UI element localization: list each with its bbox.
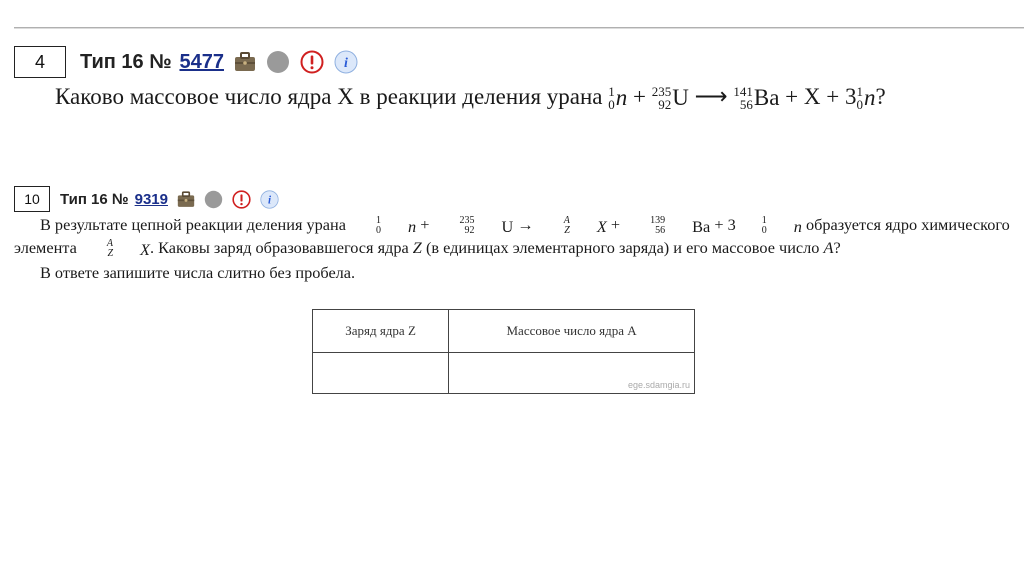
question-paragraph: В результате цепной реакции деления урана 1 0 n + 235 92 U → A Z X + 139 56 Ba + 3 1 0 n образуется ядро химического элемента A Z X . Каковы заряд образовавшегося ядра Z (в единицах элементарного заряда) и его массовое число A? [14, 215, 1010, 260]
answer-cell-mass[interactable] [449, 353, 695, 394]
barium-symbol: 141 56 Ba [733, 83, 780, 112]
problem-type-label: Тип 16 № [60, 190, 129, 208]
x-symbol-element: A Z X [106, 238, 150, 260]
table-answer-row [313, 353, 695, 394]
svg-text:i: i [344, 56, 348, 71]
briefcase-icon[interactable] [177, 191, 195, 208]
problem-header-1 [14, 46, 358, 78]
problem-10-question [14, 214, 1014, 283]
top-divider-shadow [14, 28, 1024, 29]
barium-symbol: 139 56 Ba [650, 215, 711, 237]
neutron-symbol-product: 1 0 n [856, 83, 876, 112]
info-icon[interactable] [334, 50, 358, 74]
problem-number: 10 [24, 191, 40, 207]
problem-number: 4 [34, 51, 45, 72]
problem-id-link[interactable]: 9319 [134, 190, 168, 208]
info-icon[interactable] [260, 190, 279, 209]
uranium-symbol: 235 92 U [459, 215, 514, 237]
exclamation-icon[interactable] [300, 50, 324, 74]
neutron-symbol: 1 0 n [608, 83, 628, 112]
header-mass: Массовое число ядра A [449, 310, 695, 353]
answer-table [312, 309, 695, 394]
answer-cell-charge[interactable] [313, 353, 449, 394]
neutron-symbol-product: 1 0 n [761, 215, 802, 237]
instruction-text: В ответе запишите числа слитно без пробела. [40, 262, 356, 282]
svg-text:i: i [267, 193, 272, 206]
problem-header-2 [14, 186, 279, 212]
problem-number-box [14, 46, 66, 78]
briefcase-icon[interactable] [234, 52, 256, 72]
problem-type-label: Тип 16 № [80, 50, 172, 73]
neutron-symbol: 1 0 n [376, 215, 417, 237]
watermark: ege.sdamgia.ru [627, 380, 690, 390]
header-charge: Заряд ядра Z [313, 310, 449, 353]
problem-number-box [14, 186, 50, 212]
circle-icon[interactable] [204, 190, 223, 209]
problem-4-question: Каково массовое число ядра X в реакции деления урана 1 0 n + 235 92 U ⟶ 141 56 Ba + X + 3 1 0 n ? [55, 83, 886, 112]
table-header-row [313, 310, 695, 353]
circle-icon[interactable] [266, 50, 290, 74]
x-symbol: A Z X [563, 215, 607, 237]
uranium-symbol: 235 92 U [651, 83, 689, 112]
problem-id-link[interactable]: 5477 [179, 50, 224, 73]
exclamation-icon[interactable] [232, 190, 251, 209]
